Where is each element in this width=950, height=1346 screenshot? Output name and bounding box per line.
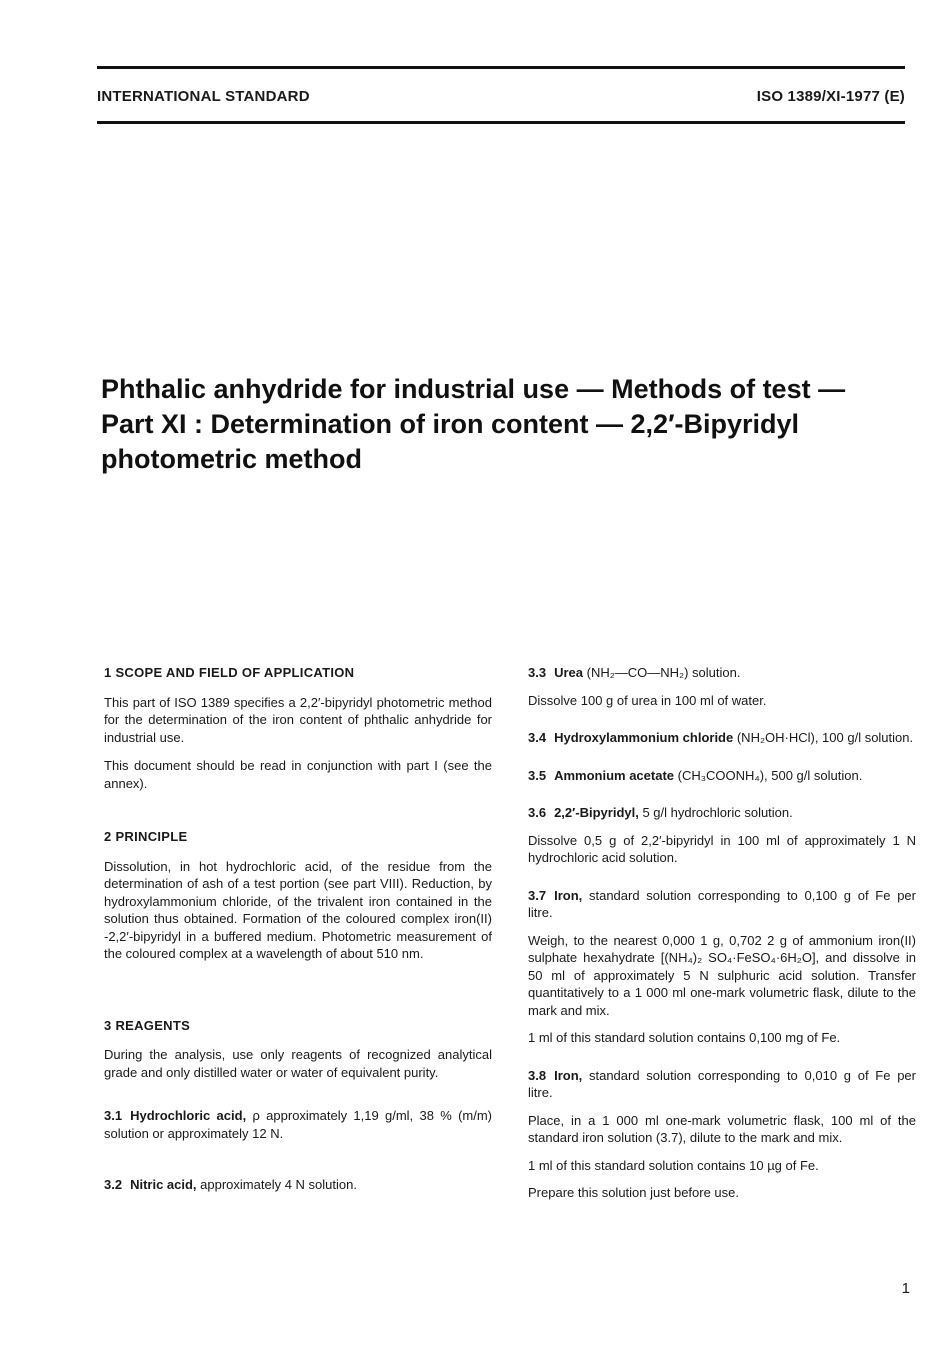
reagent-3-7 bbox=[528, 887, 916, 922]
section-1-paragraph-2: This document should be read in conjunction with part I (see the annex). bbox=[104, 758, 492, 791]
reagent-3-1-name: Hydrochloric acid, bbox=[130, 1108, 247, 1123]
reagent-3-7-text: standard solution corresponding to 0,100 g of Fe per litre. bbox=[528, 887, 916, 920]
section-3-paragraph: During the analysis, use only reagents of recognized analytical grade and only distilled water or water of equivalent purity. bbox=[104, 1047, 492, 1080]
reagent-3-1-number: 3.1 bbox=[104, 1108, 123, 1123]
reagent-3-8-paragraph-3: Prepare this solution just before use. bbox=[528, 1185, 740, 1200]
reagent-3-8-number: 3.8 bbox=[528, 1067, 547, 1083]
reagent-3-6-name: 2,2′-Bipyridyl, bbox=[554, 805, 639, 820]
reagent-3-8-paragraph-1: Place, in a 1 000 ml one-mark volumetric flask, 100 ml of the standard iron solution (3.7), dilute to the mark and mix. bbox=[528, 1112, 916, 1145]
reagent-3-5-number: 3.5 bbox=[528, 767, 547, 783]
title-line-3: photometric method bbox=[101, 444, 362, 474]
left-column bbox=[104, 664, 492, 1194]
reagent-3-5-text: (CH₃COONH₄), 500 g/l solution. bbox=[674, 767, 863, 783]
reagent-3-3-paragraph: Dissolve 100 g of urea in 100 ml of water. bbox=[528, 692, 767, 708]
reagent-3-7-paragraph-2: 1 ml of this standard solution contains 0,100 mg of Fe. bbox=[528, 1030, 841, 1045]
reagent-3-6-text: 5 g/l hydrochloric solution. bbox=[638, 805, 793, 820]
reagent-3-7-paragraph-1: Weigh, to the nearest 0,000 1 g, 0,702 2 g of ammonium iron(II) sulphate hexahydrate [(NH₄)₂ SO₄·FeSO₄·6H₂O], and dissolve in 50 ml of approximately 5 N sulphuric acid solution. Transfer quantitatively to a 1 000 ml one-mark volumetric flask, dilute to the mark and mix. bbox=[528, 932, 916, 1018]
reagent-3-1 bbox=[104, 1107, 492, 1142]
reagent-3-6 bbox=[528, 804, 916, 822]
reagent-3-2-number: 3.2 bbox=[104, 1177, 123, 1192]
section-1-heading: 1 SCOPE AND FIELD OF APPLICATION bbox=[104, 665, 355, 680]
reagent-3-2-text: approximately 4 N solution. bbox=[196, 1177, 357, 1192]
header-top-rule bbox=[97, 66, 905, 69]
reagent-3-2 bbox=[104, 1176, 492, 1194]
reagent-3-3-name: Urea bbox=[554, 665, 583, 680]
reagent-3-4-name: Hydroxylammonium chloride bbox=[554, 730, 734, 745]
right-column bbox=[528, 664, 916, 1202]
page-number: 1 bbox=[901, 1280, 910, 1297]
reagent-3-3 bbox=[528, 664, 916, 682]
reagent-3-7-number: 3.7 bbox=[528, 887, 547, 903]
reagent-3-8-paragraph-2: 1 ml of this standard solution contains 10 µg of Fe. bbox=[528, 1157, 819, 1173]
header-standard-label: INTERNATIONAL STANDARD bbox=[97, 88, 310, 105]
title-line-1: Phthalic anhydride for industrial use — Methods of test — bbox=[101, 374, 846, 404]
header-bottom-rule bbox=[97, 121, 905, 124]
reagent-3-5 bbox=[528, 767, 916, 785]
title-line-2: Part XI : Determination of iron content — 2,2′-Bipyridyl bbox=[101, 409, 800, 439]
reagent-3-1-text: ρ approximately 1,19 g/ml, 38 % (m/m) solution or approximately 12 N. bbox=[104, 1108, 492, 1141]
reagent-3-7-name: Iron, bbox=[554, 887, 583, 903]
reagent-3-4-text: (NH₂OH·HCl), 100 g/l solution. bbox=[733, 730, 914, 745]
section-2-paragraph: Dissolution, in hot hydrochloric acid, of the residue from the determination of ash of a test portion (see part VIII). Reduction, by hydroxylammonium chloride, of the trivalent iron contained in the solution thus obtained. Formation of the coloured complex iron(II) -2,2′-bipyridyl in a buffered medium. Photometric measurement of the coloured complex at a wavelength of about 510 nm. bbox=[104, 858, 492, 961]
document-title bbox=[101, 372, 901, 477]
reagent-3-3-text: (NH₂—CO—NH₂) solution. bbox=[583, 665, 741, 680]
reagent-3-6-number: 3.6 bbox=[528, 805, 547, 820]
reagent-3-3-number: 3.3 bbox=[528, 665, 547, 680]
section-2-heading: 2 PRINCIPLE bbox=[104, 829, 188, 844]
section-3-heading: 3 REAGENTS bbox=[104, 1017, 191, 1033]
reagent-3-5-name: Ammonium acetate bbox=[554, 767, 674, 783]
reagent-3-4-number: 3.4 bbox=[528, 730, 547, 745]
reagent-3-8-text: standard solution corresponding to 0,010 g of Fe per litre. bbox=[528, 1067, 916, 1100]
reagent-3-8-name: Iron, bbox=[554, 1067, 583, 1083]
reagent-3-4 bbox=[528, 729, 916, 747]
header-document-number: ISO 1389/XI-1977 (E) bbox=[756, 88, 905, 105]
reagent-3-2-name: Nitric acid, bbox=[130, 1177, 197, 1192]
reagent-3-6-paragraph: Dissolve 0,5 g of 2,2′-bipyridyl in 100 ml of approximately 1 N hydrochloric acid solution. bbox=[528, 832, 916, 865]
section-1-paragraph-1: This part of ISO 1389 specifies a 2,2′-bipyridyl photometric method for the determination of the iron content of phthalic anhydride for industrial use. bbox=[104, 694, 492, 745]
reagent-3-8 bbox=[528, 1067, 916, 1102]
